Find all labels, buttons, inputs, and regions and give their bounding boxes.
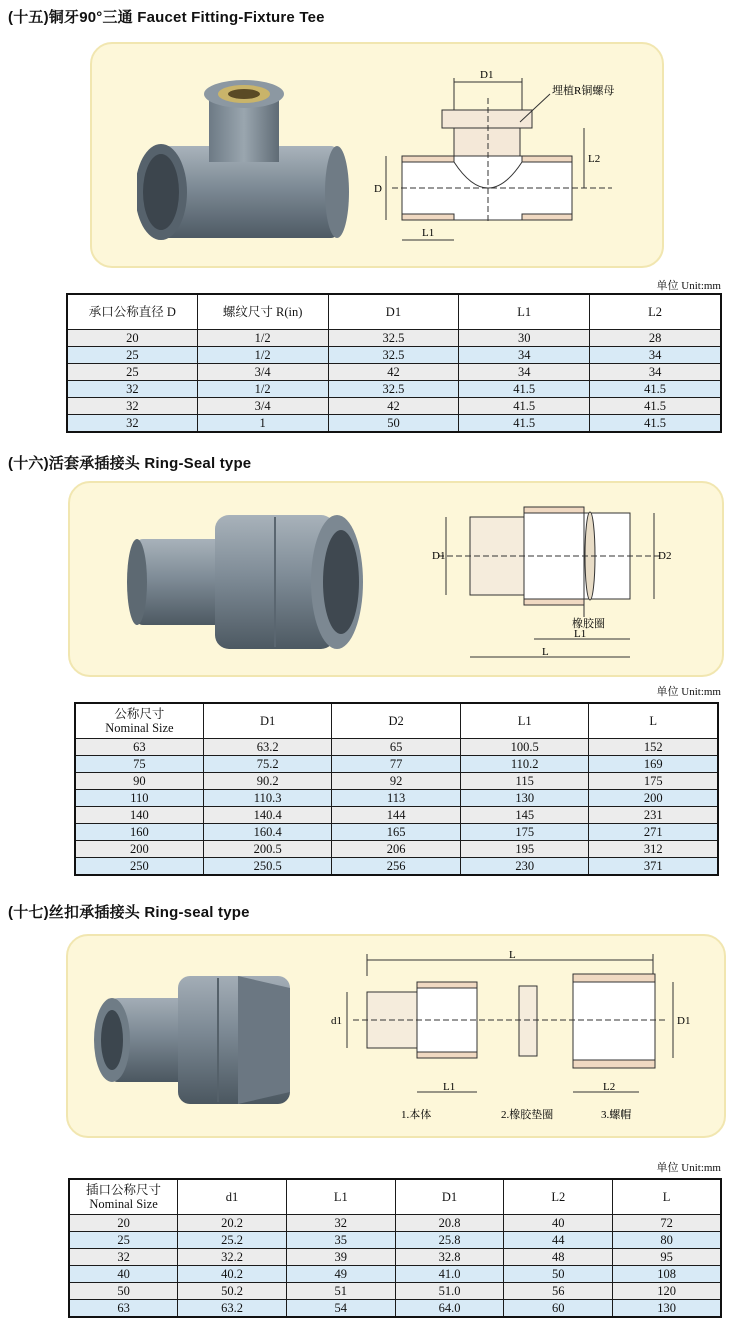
section-17-unit: 单位 Unit:mm xyxy=(656,1162,721,1174)
table-cell: 169 xyxy=(589,756,718,773)
table-row xyxy=(75,773,718,790)
table-cell: 41.5 xyxy=(590,398,721,415)
table-cell: 90.2 xyxy=(203,773,332,790)
table-row xyxy=(69,1300,721,1318)
ring-l-label: L xyxy=(542,646,549,658)
table-cell: 110.2 xyxy=(460,756,589,773)
table-cell: 120 xyxy=(613,1283,721,1300)
table-cell: 41.5 xyxy=(459,381,590,398)
table-cell: 250.5 xyxy=(203,858,332,876)
table-cell: 152 xyxy=(589,739,718,756)
table-row xyxy=(75,790,718,807)
table-cell: 95 xyxy=(613,1249,721,1266)
col-header: L1 xyxy=(460,703,589,739)
table-row xyxy=(67,364,721,381)
table-cell: 32.5 xyxy=(328,381,459,398)
table-cell: 51 xyxy=(286,1283,395,1300)
ring-seal-drawing xyxy=(430,497,710,669)
faucet-tee-photo xyxy=(137,74,357,254)
table-cell: 32 xyxy=(67,415,197,433)
ring-d2-label: D2 xyxy=(658,550,672,562)
coupling-part2-label: 2.橡胶垫圈 xyxy=(501,1109,554,1121)
table-cell: 271 xyxy=(589,824,718,841)
table-cell: 50 xyxy=(504,1266,613,1283)
table-row xyxy=(67,381,721,398)
tee-l1-label: L1 xyxy=(422,227,435,239)
ring-d1-label: D1 xyxy=(432,550,446,562)
table-cell: 54 xyxy=(286,1300,395,1318)
table-cell: 92 xyxy=(332,773,460,790)
table-cell: 20.2 xyxy=(178,1215,287,1232)
table-cell: 1 xyxy=(197,415,328,433)
table-cell: 25 xyxy=(67,364,197,381)
table-cell: 28 xyxy=(590,330,721,347)
table-cell: 42 xyxy=(328,364,459,381)
section-17-table xyxy=(68,1178,722,1318)
table-cell: 32 xyxy=(67,398,197,415)
table-cell: 25.2 xyxy=(178,1232,287,1249)
section-16-title: (十六)活套承插接头 Ring-Seal type xyxy=(8,455,252,472)
col-header: L xyxy=(589,703,718,739)
section-15-panel xyxy=(90,42,664,268)
table-cell: 50 xyxy=(69,1283,178,1300)
table-cell: 20.8 xyxy=(395,1215,504,1232)
section-15-unit: 单位 Unit:mm xyxy=(656,280,721,292)
table-cell: 63 xyxy=(69,1300,178,1318)
table-row xyxy=(69,1266,721,1283)
table-cell: 25.8 xyxy=(395,1232,504,1249)
table-row xyxy=(75,858,718,876)
table-row xyxy=(67,415,721,433)
table-cell: 108 xyxy=(613,1266,721,1283)
table-cell: 195 xyxy=(460,841,589,858)
table-cell: 256 xyxy=(332,858,460,876)
faucet-tee-drawing xyxy=(372,64,657,249)
table-row xyxy=(75,841,718,858)
tee-l2-label: L2 xyxy=(588,153,601,165)
section-15-title: (十五)铜牙90°三通 Faucet Fitting-Fixture Tee xyxy=(8,9,325,26)
ring-seal-label: 橡胶圈 xyxy=(572,618,605,630)
table-cell: 160 xyxy=(75,824,203,841)
table-row xyxy=(69,1283,721,1300)
table-cell: 50 xyxy=(328,415,459,433)
col-header: L2 xyxy=(504,1179,613,1215)
table-cell: 75 xyxy=(75,756,203,773)
table-row xyxy=(67,347,721,364)
coupling-d1-big-label: D1 xyxy=(677,1015,691,1027)
table-cell: 60 xyxy=(504,1300,613,1318)
threaded-coupling-photo xyxy=(88,958,308,1118)
table-cell: 51.0 xyxy=(395,1283,504,1300)
table-row xyxy=(69,1215,721,1232)
table-cell: 32 xyxy=(67,381,197,398)
table-cell: 130 xyxy=(613,1300,721,1318)
table-cell: 140 xyxy=(75,807,203,824)
table-cell: 80 xyxy=(613,1232,721,1249)
table-cell: 32.2 xyxy=(178,1249,287,1266)
table-cell: 25 xyxy=(67,347,197,364)
section-16-table xyxy=(74,702,719,876)
table-cell: 230 xyxy=(460,858,589,876)
table-row xyxy=(75,824,718,841)
coupling-l1-label: L1 xyxy=(443,1081,456,1093)
table-cell: 231 xyxy=(589,807,718,824)
table-cell: 41.5 xyxy=(590,381,721,398)
col-header: D1 xyxy=(203,703,332,739)
table-cell: 44 xyxy=(504,1232,613,1249)
table-cell: 75.2 xyxy=(203,756,332,773)
table-cell: 41.5 xyxy=(459,398,590,415)
table-row xyxy=(69,1249,721,1266)
table-cell: 130 xyxy=(460,790,589,807)
table-cell: 90 xyxy=(75,773,203,790)
table-cell: 77 xyxy=(332,756,460,773)
table-cell: 34 xyxy=(459,347,590,364)
table-cell: 35 xyxy=(286,1232,395,1249)
table-cell: 32 xyxy=(286,1215,395,1232)
table-cell: 3/4 xyxy=(197,364,328,381)
table-cell: 40 xyxy=(69,1266,178,1283)
tee-nut-label: 埋植R铜螺母 xyxy=(552,85,615,97)
coupling-d1-small-label: d1 xyxy=(331,1015,342,1027)
table-cell: 113 xyxy=(332,790,460,807)
table-cell: 41.5 xyxy=(590,415,721,433)
section-17-title: (十七)丝扣承插接头 Ring-seal type xyxy=(8,904,250,921)
table-cell: 39 xyxy=(286,1249,395,1266)
table-cell: 200 xyxy=(589,790,718,807)
table-cell: 110 xyxy=(75,790,203,807)
table-cell: 175 xyxy=(460,824,589,841)
table-cell: 34 xyxy=(590,347,721,364)
col-header: D1 xyxy=(328,294,459,330)
table-cell: 65 xyxy=(332,739,460,756)
table-cell: 165 xyxy=(332,824,460,841)
table-cell: 175 xyxy=(589,773,718,790)
tee-d1-label: D1 xyxy=(480,69,494,81)
table-header-row xyxy=(69,1179,721,1215)
ring-l1-label: L1 xyxy=(574,628,587,640)
table-cell: 206 xyxy=(332,841,460,858)
section-15-table xyxy=(66,293,722,433)
table-header-row xyxy=(67,294,721,330)
col-header: 螺纹尺寸 R(in) xyxy=(197,294,328,330)
table-cell: 32.5 xyxy=(328,330,459,347)
table-cell: 30 xyxy=(459,330,590,347)
coupling-l-label: L xyxy=(509,949,516,961)
table-cell: 41.0 xyxy=(395,1266,504,1283)
table-cell: 1/2 xyxy=(197,347,328,364)
table-header-row xyxy=(75,703,718,739)
table-row xyxy=(75,756,718,773)
table-cell: 41.5 xyxy=(459,415,590,433)
table-row xyxy=(69,1232,721,1249)
table-cell: 1/2 xyxy=(197,330,328,347)
table-row xyxy=(67,398,721,415)
table-cell: 140.4 xyxy=(203,807,332,824)
table-row xyxy=(67,330,721,347)
table-cell: 50.2 xyxy=(178,1283,287,1300)
ring-seal-photo xyxy=(125,501,375,661)
table-cell: 144 xyxy=(332,807,460,824)
table-row xyxy=(75,739,718,756)
col-header: L1 xyxy=(286,1179,395,1215)
table-cell: 145 xyxy=(460,807,589,824)
table-cell: 72 xyxy=(613,1215,721,1232)
threaded-coupling-drawing xyxy=(323,946,718,1131)
table-cell: 200.5 xyxy=(203,841,332,858)
table-cell: 32.8 xyxy=(395,1249,504,1266)
table-cell: 63.2 xyxy=(203,739,332,756)
table-cell: 40 xyxy=(504,1215,613,1232)
section-17-panel xyxy=(66,934,726,1138)
table-cell: 64.0 xyxy=(395,1300,504,1318)
table-cell: 110.3 xyxy=(203,790,332,807)
table-cell: 160.4 xyxy=(203,824,332,841)
table-cell: 200 xyxy=(75,841,203,858)
col-header: L2 xyxy=(590,294,721,330)
table-cell: 49 xyxy=(286,1266,395,1283)
table-cell: 20 xyxy=(69,1215,178,1232)
col-header: 插口公称尺寸 Nominal Size xyxy=(69,1179,178,1215)
table-cell: 25 xyxy=(69,1232,178,1249)
col-header: D1 xyxy=(395,1179,504,1215)
col-header: D2 xyxy=(332,703,460,739)
col-header: 承口公称直径 D xyxy=(67,294,197,330)
tee-d-label: D xyxy=(374,183,382,195)
col-header: L1 xyxy=(459,294,590,330)
table-cell: 250 xyxy=(75,858,203,876)
table-cell: 48 xyxy=(504,1249,613,1266)
col-header: L xyxy=(613,1179,721,1215)
table-cell: 63.2 xyxy=(178,1300,287,1318)
table-cell: 32 xyxy=(69,1249,178,1266)
table-cell: 56 xyxy=(504,1283,613,1300)
table-cell: 63 xyxy=(75,739,203,756)
table-cell: 312 xyxy=(589,841,718,858)
coupling-l2-label: L2 xyxy=(603,1081,616,1093)
coupling-part1-label: 1.本体 xyxy=(401,1109,432,1121)
col-header: 公称尺寸 Nominal Size xyxy=(75,703,203,739)
table-cell: 371 xyxy=(589,858,718,876)
section-16-unit: 单位 Unit:mm xyxy=(656,686,721,698)
table-cell: 40.2 xyxy=(178,1266,287,1283)
table-cell: 42 xyxy=(328,398,459,415)
table-cell: 32.5 xyxy=(328,347,459,364)
section-16-panel xyxy=(68,481,724,677)
col-header: d1 xyxy=(178,1179,287,1215)
table-cell: 100.5 xyxy=(460,739,589,756)
table-cell: 34 xyxy=(590,364,721,381)
coupling-part3-label: 3.螺帽 xyxy=(601,1109,632,1121)
table-row xyxy=(75,807,718,824)
table-cell: 1/2 xyxy=(197,381,328,398)
table-cell: 20 xyxy=(67,330,197,347)
table-cell: 34 xyxy=(459,364,590,381)
table-cell: 3/4 xyxy=(197,398,328,415)
table-cell: 115 xyxy=(460,773,589,790)
